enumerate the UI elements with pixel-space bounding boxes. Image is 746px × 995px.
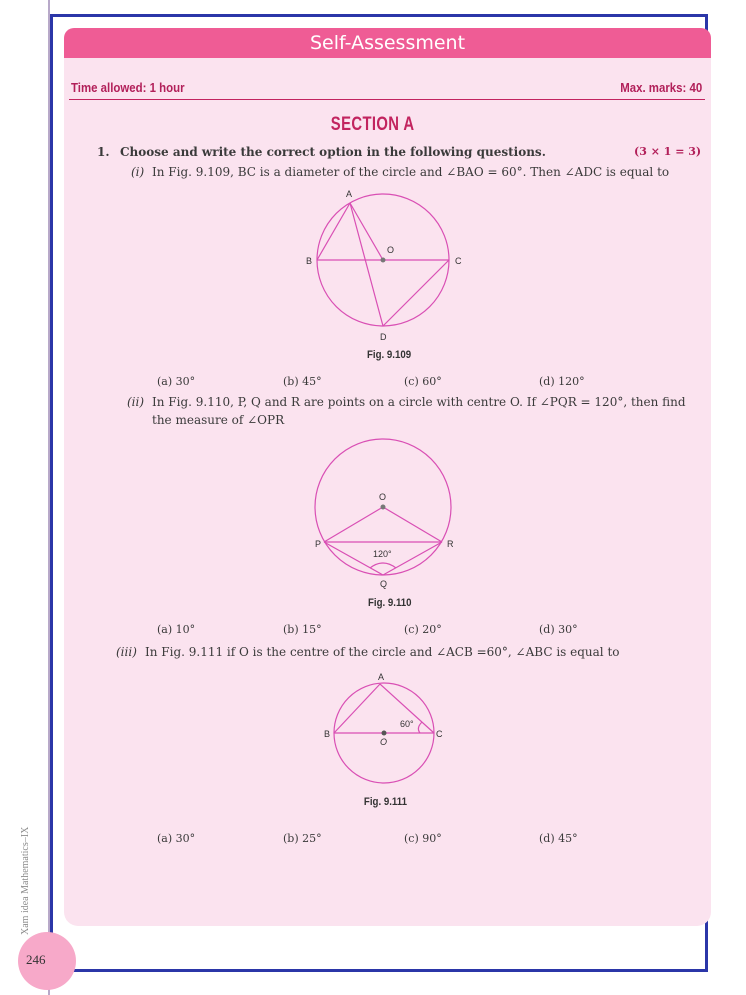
point-b-label: B [306, 256, 313, 266]
point-o-label: O [387, 245, 395, 255]
side-book-title: Xam idea Mathematics–IX [20, 826, 31, 935]
option-c: (c) 60° [404, 375, 442, 388]
point-c-label: C [455, 256, 462, 266]
option-d: (d) 30° [539, 623, 578, 636]
point-a-label: A [378, 672, 385, 682]
subquestion-i-text: In Fig. 9.109, BC is a diameter of the circle and ∠BAO = 60°. Then ∠ADC is equal to [152, 165, 670, 179]
max-marks: Max. marks: 40 [619, 80, 702, 95]
point-q-label: Q [380, 579, 388, 589]
section-heading: SECTION A [331, 114, 415, 135]
time-allowed: Time allowed: 1 hour [71, 80, 185, 95]
option-a: (a) 30° [157, 375, 196, 388]
point-d-label: D [380, 332, 387, 342]
question-number: 1. [97, 145, 110, 159]
point-c-label: C [436, 729, 443, 739]
option-c: (c) 90° [404, 832, 442, 845]
subquestion-iii-number: (iii) [116, 645, 137, 659]
option-d: (d) 45° [539, 832, 578, 845]
option-d: (d) 120° [539, 375, 585, 388]
option-c: (c) 20° [404, 623, 442, 636]
option-b: (b) 15° [283, 623, 322, 636]
question-instruction: Choose and write the correct option in the following questions. [120, 145, 546, 159]
subquestion-ii-text-line2: the measure of ∠OPR [152, 413, 285, 427]
point-b-label: B [324, 729, 331, 739]
subquestion-i-number: (i) [131, 165, 145, 179]
point-p-label: P [315, 539, 322, 549]
page-number: 246 [26, 952, 46, 967]
option-a: (a) 30° [157, 832, 196, 845]
point-a-label: A [346, 189, 353, 199]
angle-label: 60° [400, 719, 414, 729]
point-o-label: O [379, 492, 387, 502]
banner-title: Self-Assessment [64, 28, 711, 58]
subquestion-ii-text-line1: In Fig. 9.110, P, Q and R are points on a circle with centre O. If ∠PQR = 120°, then find [152, 395, 686, 409]
question-marks: (3 × 1 = 3) [634, 145, 702, 158]
subquestion-ii-number: (ii) [127, 395, 145, 409]
figure-caption: Fig. 9.109 [367, 349, 412, 361]
option-b: (b) 45° [283, 375, 322, 388]
option-b: (b) 25° [283, 832, 322, 845]
figure-caption: Fig. 9.110 [367, 597, 412, 609]
point-o-label: O [380, 737, 388, 747]
figure-caption: Fig. 9.111 [363, 796, 407, 808]
angle-label: 120° [373, 549, 392, 559]
option-a: (a) 10° [157, 623, 196, 636]
subquestion-iii-text: In Fig. 9.111 if O is the centre of the circle and ∠ACB =60°, ∠ABC is equal to [145, 645, 620, 659]
point-r-label: R [447, 539, 454, 549]
